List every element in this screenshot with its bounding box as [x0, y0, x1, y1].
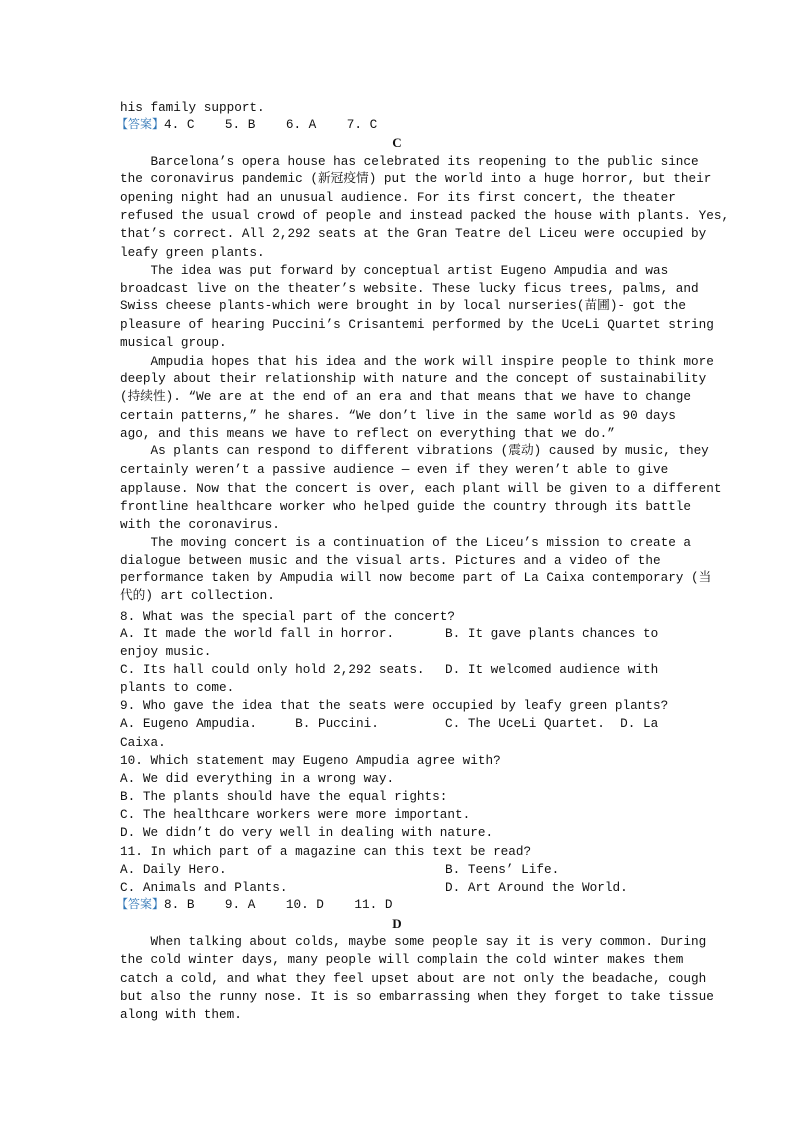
text-line: [120, 245, 265, 261]
option-right-column: D. Art Around the World.: [445, 880, 628, 895]
text-line: [120, 354, 714, 370]
line-text: his family support.: [120, 100, 265, 115]
line-text: 代的) art collection.: [120, 588, 275, 603]
text-line: [120, 517, 280, 533]
text-line: [120, 499, 691, 515]
text-line: [120, 753, 501, 769]
text-line: [120, 281, 699, 297]
line-text: As plants can respond to different vibrations (震动) caused by music, they: [120, 443, 709, 458]
line-text: A. It made the world fall in horror.: [120, 626, 395, 641]
text-line: [120, 371, 706, 387]
line-text: 4. C 5. B 6. A 7. C: [164, 117, 378, 132]
line-text: musical group.: [120, 335, 227, 350]
line-text: ago, and this means we have to reflect on everything that we do.”: [120, 426, 615, 441]
text-line: [120, 862, 560, 878]
text-line: [120, 934, 706, 950]
text-line: [120, 698, 668, 714]
line-text: D. We didn’t do very well in dealing with nature.: [120, 825, 494, 840]
text-line: [120, 680, 234, 696]
line-text: When talking about colds, maybe some people say it is very common. During: [120, 934, 707, 949]
text-line: [120, 880, 628, 896]
line-text: B. The plants should have the equal rights:: [120, 789, 448, 804]
line-text: Swiss cheese plants-which were brought in by local nurseries(苗圃)- got the: [120, 298, 686, 313]
line-text: deeply about their relationship with nature and the concept of sustainability: [120, 371, 707, 386]
line-text: performance taken by Ampudia will now become part of La Caixa contemporary (当: [120, 570, 712, 585]
line-text: The idea was put forward by conceptual artist Eugeno Ampudia and was: [120, 263, 669, 278]
text-line: [120, 989, 714, 1005]
line-text: 10. Which statement may Eugeno Ampudia agree with?: [120, 753, 501, 768]
line-text: 9. Who gave the idea that the seats were occupied by leafy green plants?: [120, 698, 669, 713]
text-line: [120, 952, 683, 968]
text-line: [120, 609, 455, 625]
line-text: the cold winter days, many people will complain the cold winter makes them: [120, 952, 684, 967]
line-text: A. Daily Hero.: [120, 862, 227, 877]
line-text: catch a cold, and what they feel upset about are not only the beadache, cough: [120, 971, 707, 986]
line-text: leafy green plants.: [120, 245, 265, 260]
line-text: enjoy music.: [120, 644, 212, 659]
text-line: [120, 1007, 242, 1023]
text-line: [120, 716, 659, 732]
line-text: applause. Now that the concert is over, each plant will be given to a different: [120, 481, 722, 496]
text-line: [120, 298, 686, 314]
line-text: broadcast live on the theater’s website. These lucky ficus trees, palms, and: [120, 281, 699, 296]
line-text: dialogue between music and the visual arts. Pictures and a video of the: [120, 553, 661, 568]
text-line: [120, 807, 470, 823]
section-heading: [0, 916, 794, 932]
text-line: [120, 443, 709, 459]
option-right-column: D. It welcomed audience with: [445, 662, 659, 677]
line-text: C. Its hall could only hold 2,292 seats.: [120, 662, 425, 677]
text-line: [120, 971, 706, 987]
answer-label: 【答案】: [116, 897, 165, 911]
text-line: [120, 588, 275, 604]
text-line: [120, 626, 659, 642]
text-line: [120, 789, 447, 805]
line-text: Barcelona’s opera house has celebrated its reopening to the public since: [120, 154, 699, 169]
line-text: certainly weren’t a passive audience — even if they weren’t able to give: [120, 462, 669, 477]
text-line: [120, 389, 691, 405]
line-text: frontline healthcare worker who helped guide the country through its battle: [120, 499, 692, 514]
text-line: [120, 662, 659, 678]
text-line: [120, 335, 227, 351]
option-right-column: B. It gave plants chances to: [445, 626, 659, 641]
line-text: C: [392, 135, 402, 150]
line-text: A. We did everything in a wrong way.: [120, 771, 395, 786]
line-text: but also the runny nose. It is so embarrassing when they forget to take tissue: [120, 989, 714, 1004]
line-text: refused the usual crowd of people and instead packed the house with plants. Yes,: [120, 208, 730, 223]
line-text: the coronavirus pandemic (新冠疫情) put the world into a huge horror, but their: [120, 171, 712, 186]
text-line: [120, 735, 166, 751]
line-text: 11. In which part of a magazine can this text be read?: [120, 844, 532, 859]
line-text: certain patterns,” he shares. “We don’t live in the same world as 90 days: [120, 408, 676, 423]
option-right-column: C. The UceLi Quartet. D. La: [445, 716, 659, 731]
line-text: A. Eugeno Ampudia. B. Puccini.: [120, 716, 379, 731]
text-line: [120, 553, 661, 569]
line-text: pleasure of hearing Puccini’s Crisantemi performed by the UceLi Quartet string: [120, 317, 714, 332]
text-line: [120, 771, 394, 787]
line-text: Caixa.: [120, 735, 166, 750]
line-text: opening night had an unusual audience. For its first concert, the theater: [120, 190, 676, 205]
text-line: [120, 154, 699, 170]
text-line: [120, 171, 711, 187]
line-text: that’s correct. All 2,292 seats at the Gran Teatre del Liceu were occupied by: [120, 226, 707, 241]
text-line: [120, 844, 531, 860]
section-heading: [0, 135, 794, 151]
line-text: Ampudia hopes that his idea and the work will inspire people to think more: [120, 354, 714, 369]
text-line: [120, 481, 722, 497]
text-line: [120, 208, 729, 224]
line-text: 8. B 9. A 10. D 11. D: [164, 897, 393, 912]
option-right-column: B. Teens’ Life.: [445, 862, 560, 877]
text-line: [120, 535, 691, 551]
text-line: [120, 190, 676, 206]
text-line: [120, 644, 211, 660]
line-text: C. The healthcare workers were more important.: [120, 807, 471, 822]
text-line: [120, 317, 714, 333]
text-line: [120, 100, 265, 116]
text-line: [120, 570, 711, 586]
answer-key-line: [116, 896, 392, 913]
line-text: D: [392, 916, 402, 931]
line-text: 8. What was the special part of the concert?: [120, 609, 456, 624]
line-text: (持续性). “We are at the end of an era and that means that we have to change: [120, 389, 692, 404]
text-line: [120, 408, 676, 424]
answer-key-line: [116, 116, 377, 133]
text-line: [120, 462, 668, 478]
line-text: plants to come.: [120, 680, 235, 695]
text-line: [120, 825, 493, 841]
answer-label: 【答案】: [116, 117, 165, 131]
text-line: [120, 226, 706, 242]
line-text: The moving concert is a continuation of the Liceu’s mission to create a: [120, 535, 692, 550]
line-text: along with them.: [120, 1007, 242, 1022]
line-text: with the coronavirus.: [120, 517, 280, 532]
line-text: C. Animals and Plants.: [120, 880, 288, 895]
text-line: [120, 263, 668, 279]
text-line: [120, 426, 615, 442]
